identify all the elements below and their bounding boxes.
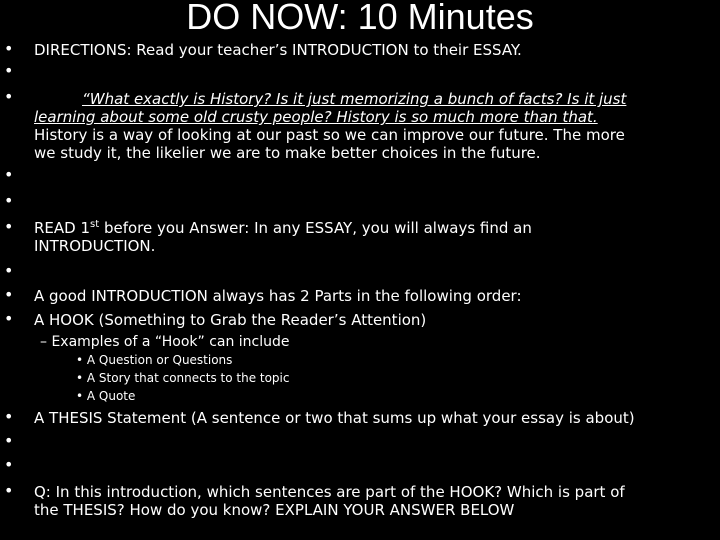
intro-quote <box>34 90 694 162</box>
bullet-marker: • <box>4 61 14 80</box>
directions-text: DIRECTIONS: Read your teacher’s INTRODUCTION to their ESSAY. <box>34 41 522 59</box>
bullet-marker: • <box>4 39 14 58</box>
hook-examples-heading: – Examples of a “Hook” can include <box>40 334 290 350</box>
thesis-text: A THESIS Statement (A sentence or two that sums up what your essay is about) <box>34 409 635 427</box>
read-first-line2: INTRODUCTION. <box>34 237 156 255</box>
read-first-text <box>34 219 532 237</box>
bullet-marker: • <box>4 481 14 500</box>
bullet-marker: • <box>4 87 14 106</box>
bullet-marker: • <box>4 431 14 450</box>
question-line-2: the THESIS? How do you know? EXPLAIN YOUR ANSWER BELOW <box>34 501 515 519</box>
bullet-marker: • <box>4 455 14 474</box>
good-intro-text: A good INTRODUCTION always has 2 Parts in the following order: <box>34 287 522 305</box>
quote-line-2: learning about some old crusty people? History is so much more than that. <box>34 108 598 126</box>
page-title: DO NOW: 10 Minutes <box>186 0 534 37</box>
bullet-marker: • <box>4 285 14 304</box>
hook-item-question: • A Question or Questions <box>76 353 233 367</box>
bullet-marker: • <box>4 191 14 210</box>
question-line-1: Q: In this introduction, which sentences are part of the HOOK? Which is part of <box>34 483 625 501</box>
quote-line-1: “What exactly is History? Is it just memorizing a bunch of facts? Is it just <box>82 90 627 108</box>
hook-item-story: • A Story that connects to the topic <box>76 371 290 385</box>
bullet-marker: • <box>4 261 14 280</box>
read-first-rest: before you Answer: In any ESSAY, you will always find an <box>99 219 532 237</box>
quote-line-3: History is a way of looking at our past so we can improve our future. The more <box>34 126 625 144</box>
bullet-marker: • <box>4 217 14 236</box>
hook-text: A HOOK (Something to Grab the Reader’s Attention) <box>34 311 427 329</box>
bullet-marker: • <box>4 407 14 426</box>
read-first-prefix: READ 1 <box>34 219 91 237</box>
quote-line-4: we study it, the likelier we are to make better choices in the future. <box>34 144 541 162</box>
bullet-marker: • <box>4 309 14 328</box>
read-first-sup: st <box>90 219 100 230</box>
bullet-marker: • <box>4 165 14 184</box>
hook-item-quote: • A Quote <box>76 389 136 403</box>
